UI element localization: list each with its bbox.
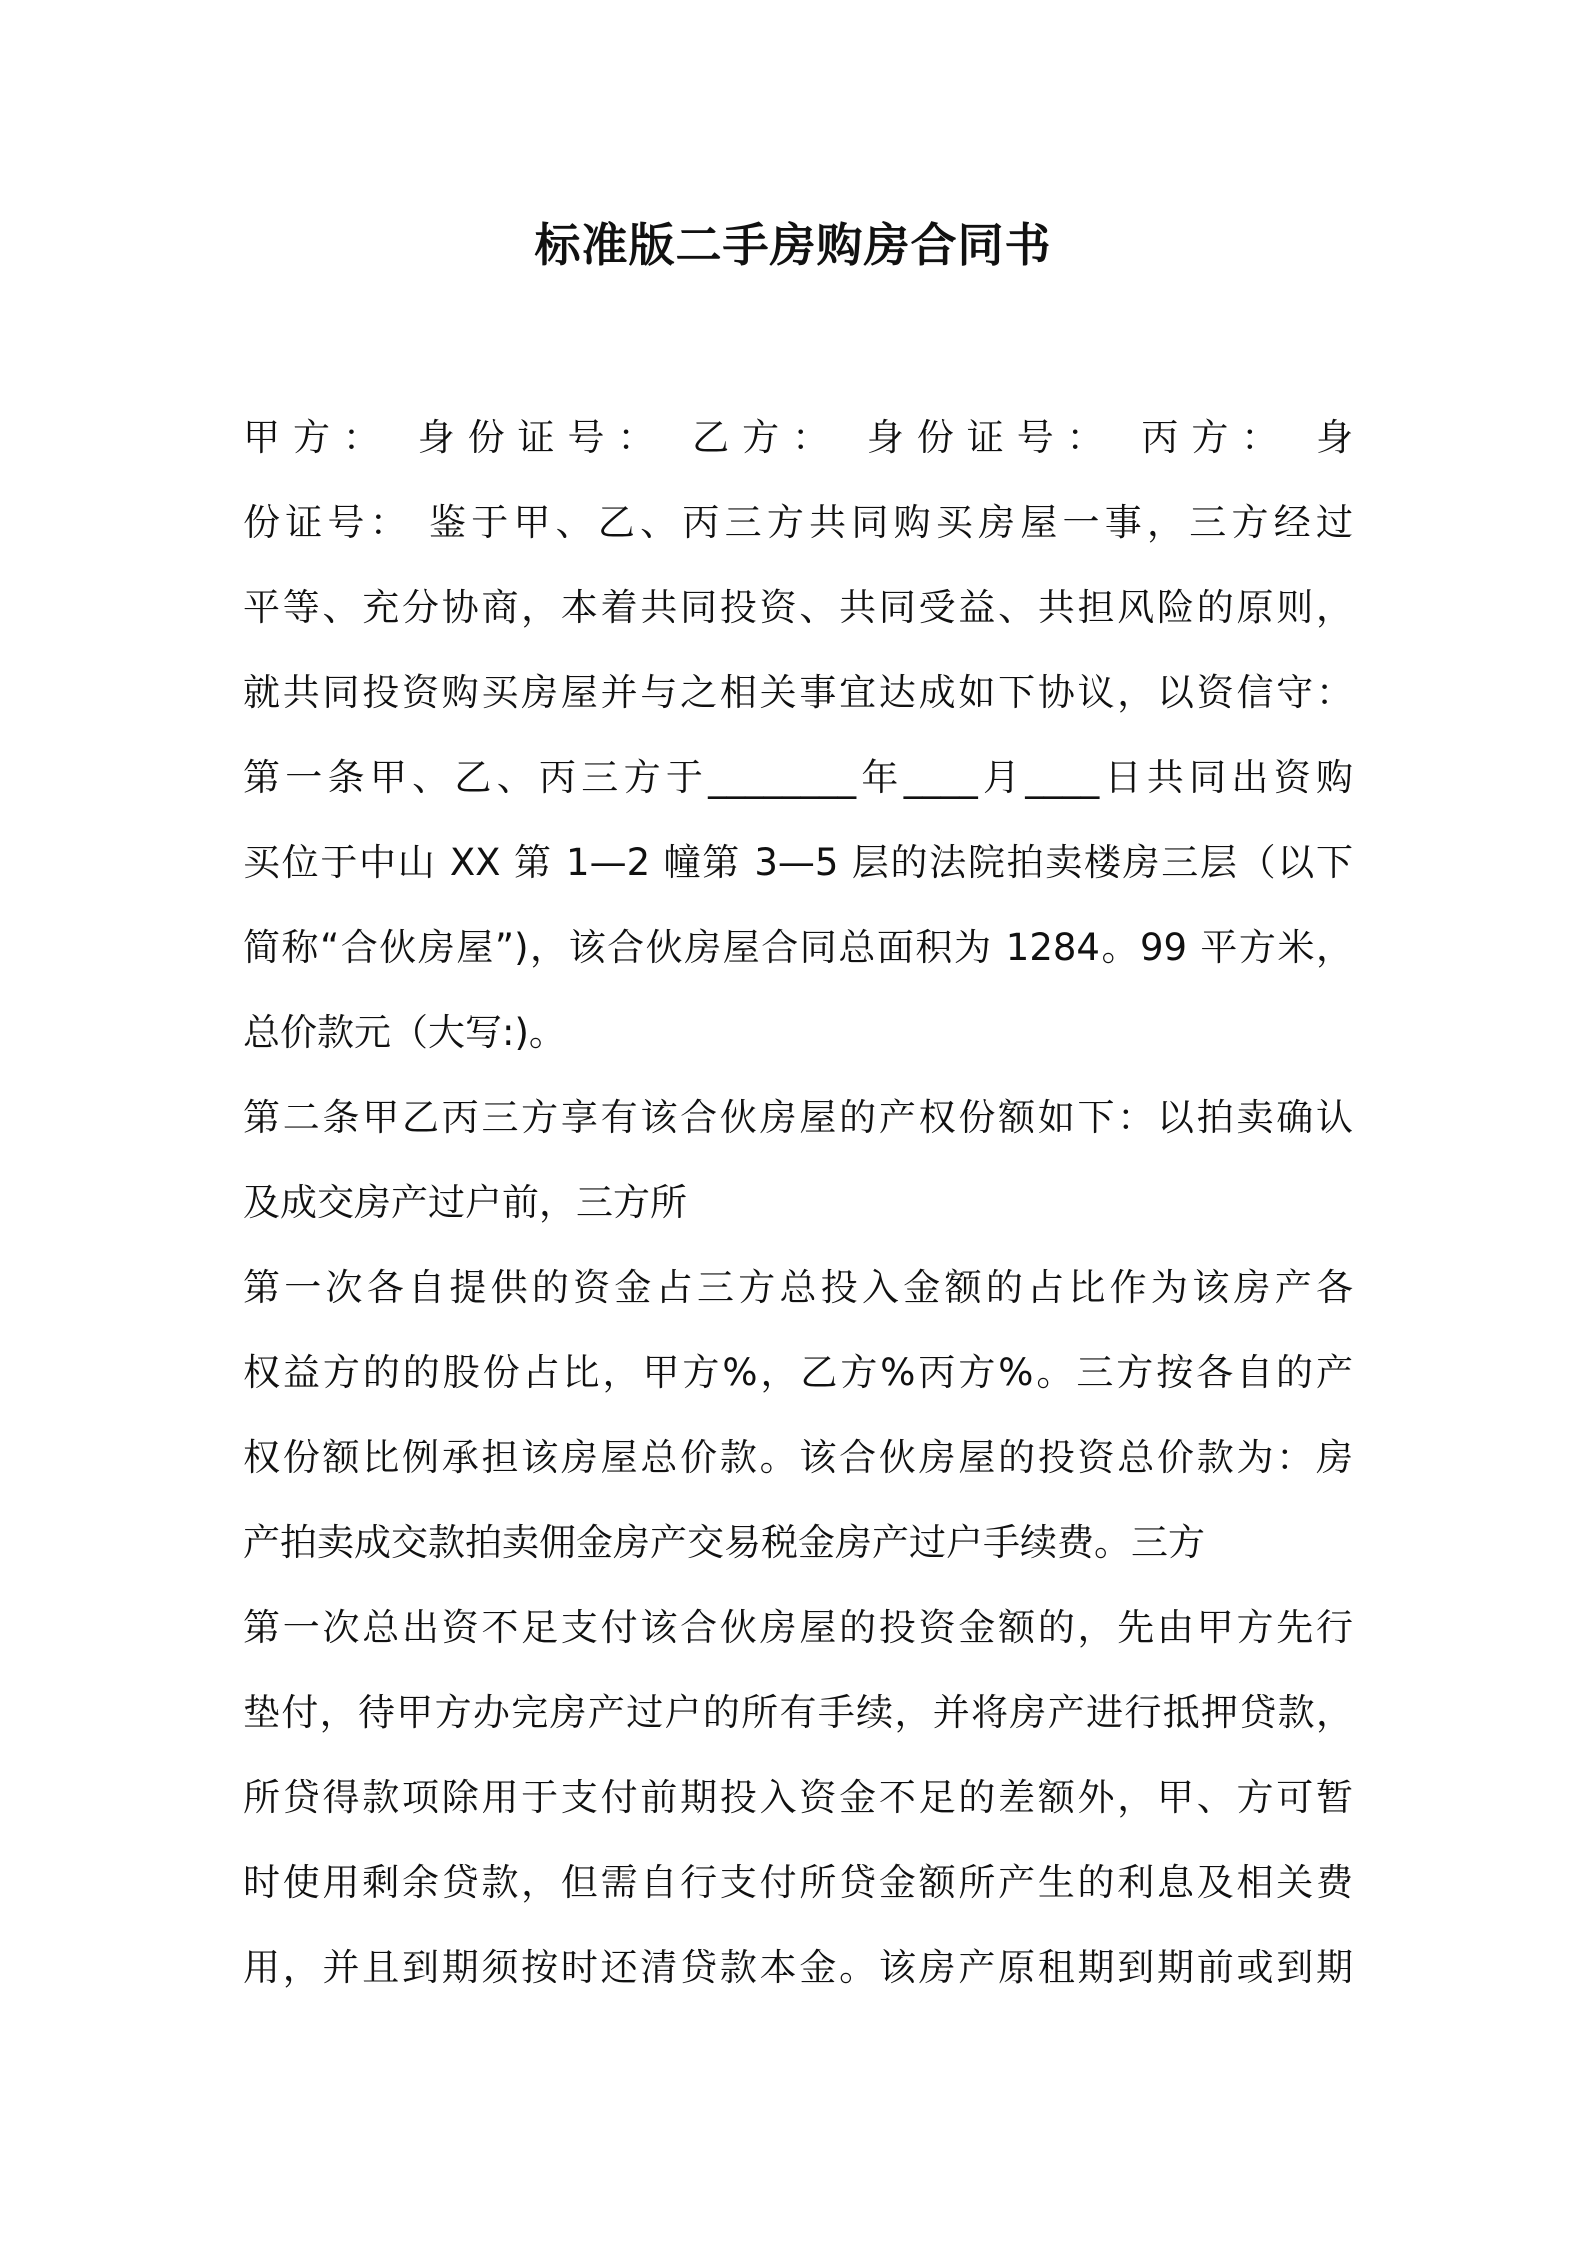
body-line: 第一条甲、乙、丙三方于________年____月____日共同出资购	[243, 756, 1353, 799]
body-line: 用，并且到期须按时还清贷款本金。该房产原租期到期前或到期	[243, 1946, 1353, 1989]
body-line: 简称“合伙房屋”)，该合伙房屋合同总面积为 1284。99 平方米，	[243, 926, 1353, 969]
body-line: 产拍卖成交款拍卖佣金房产交易税金房产过户手续费。三方	[243, 1521, 1205, 1564]
body-line: 买位于中山 XX 第 1—2 幢第 3—5 层的法院拍卖楼房三层（以下	[243, 841, 1353, 884]
body-line: 就共同投资购买房屋并与之相关事宜达成如下协议，以资信守：	[243, 671, 1353, 714]
body-line: 甲方： 身份证号： 乙方： 身份证号： 丙方： 身	[243, 416, 1353, 459]
body-line: 及成交房产过户前，三方所	[243, 1181, 687, 1224]
document-body	[243, 395, 1353, 2010]
body-line: 总价款元（大写:)。	[243, 1011, 566, 1054]
body-line: 所贷得款项除用于支付前期投入资金不足的差额外，甲、方可暂	[243, 1776, 1353, 1819]
body-line: 份证号： 鉴于甲、乙、丙三方共同购买房屋一事，三方经过	[243, 501, 1353, 544]
body-line: 第一次总出资不足支付该合伙房屋的投资金额的，先由甲方先行	[243, 1606, 1353, 1649]
body-line: 权份额比例承担该房屋总价款。该合伙房屋的投资总价款为：房	[243, 1436, 1353, 1479]
body-line: 权益方的的股份占比，甲方%，乙方%丙方%。三方按各自的产	[243, 1351, 1353, 1394]
body-line: 时使用剩余贷款，但需自行支付所贷金额所产生的利息及相关费	[243, 1861, 1353, 1904]
body-line: 第一次各自提供的资金占三方总投入金额的占比作为该房产各	[243, 1266, 1353, 1309]
document-title: 标准版二手房购房合同书	[534, 218, 1052, 272]
body-line: 第二条甲乙丙三方享有该合伙房屋的产权份额如下：以拍卖确认	[243, 1096, 1353, 1139]
body-line: 垫付，待甲方办完房产过户的所有手续，并将房产进行抵押贷款，	[243, 1691, 1353, 1734]
body-line: 平等、充分协商，本着共同投资、共同受益、共担风险的原则，	[243, 586, 1353, 629]
